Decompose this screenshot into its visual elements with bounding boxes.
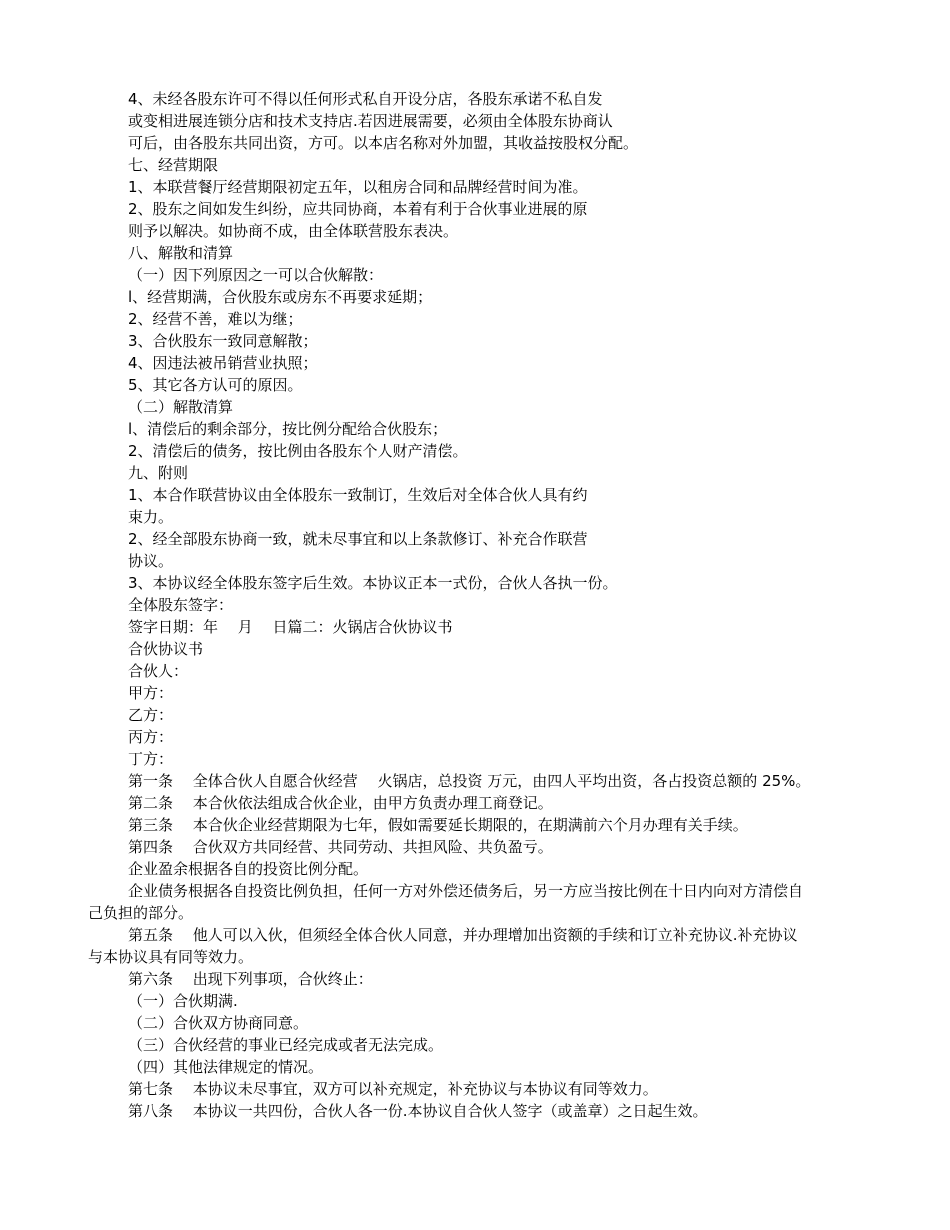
text-line: 则予以解决。如协商不成，由全体联营股东表决。 [128,222,459,240]
text-line: 4、未经各股东许可不得以任何形式私自开设分店，各股东承诺不私自发 [128,90,603,108]
text-line: （三）合伙经营的事业已经完成或者无法完成。 [128,1036,444,1054]
text-line: 协议。 [128,552,174,570]
text-line: 企业债务根据各自投资比例负担，任何一方对外偿还债务后，另一方应当按比例在十日内向对方清偿自 [128,882,804,900]
section-heading: 九、附则 [128,464,189,482]
text-line: 1、本合作联营协议由全体股东一致制订，生效后对全体合伙人具有约 [128,486,588,504]
text-line: l、清偿后的剩余部分，按比例分配给合伙股东； [128,420,448,438]
text-line: 甲方： [128,684,174,702]
text-line: （二）合伙双方协商同意。 [128,1014,309,1032]
text-line: 2、股东之间如发生纠纷，应共同协商，本着有利于合伙事业进展的原 [128,200,588,218]
text-line: 可后，由各股东共同出资，方可。以本店名称对外加盟，其收益按股权分配。 [128,134,639,152]
article-line: 第六条 出现下列事项，合伙终止： [128,970,373,988]
text-line: 2、经营不善，难以为继； [128,310,303,328]
article-line: 第一条 全体合伙人自愿合伙经营 火锅店，总投资 万元，由四人平均出资，各占投资总额的 25%。 [128,772,811,790]
text-line: 乙方： [128,706,174,724]
text-line: 3、合伙股东一致同意解散； [128,332,318,350]
article-line: 第五条 他人可以入伙，但须经全体合伙人同意，并办理增加出资额的手续和订立补充协议.补充协议 [128,926,798,944]
article-line: 第七条 本协议未尽事宜，双方可以补充规定，补充协议与本协议有同等效力。 [128,1080,658,1098]
text-line: 签字日期：年 月 日篇二：火锅店合伙协议书 [128,618,453,636]
article-line: 第二条 本合伙依法组成合伙企业，由甲方负责办理工商登记。 [128,794,553,812]
text-line: 全体股东签字： [128,596,234,614]
section-heading: 八、解散和清算 [128,244,234,262]
text-line: l、经营期满，合伙股东或房东不再要求延期； [128,288,433,306]
text-line: 己负担的部分。 [88,904,194,922]
text-line: 合伙人： [128,662,189,680]
text-line: 1、本联营餐厅经营期限初定五年，以租房合同和品牌经营时间为准。 [128,178,588,196]
text-line: （一）因下列原因之一可以合伙解散： [128,266,384,284]
text-line: 丙方： [128,728,174,746]
text-line: （一）合伙期满. [128,992,238,1010]
text-line: 或变相进展连锁分店和技术支持店.若因进展需要，必须由全体股东协商认 [128,112,613,130]
text-line: （二）解散清算 [128,398,234,416]
article-line: 第八条 本协议一共四份，合伙人各一份.本协议自合伙人签字（或盖章）之日起生效。 [128,1102,708,1120]
text-line: 与本协议具有同等效力。 [88,948,254,966]
article-line: 第三条 本合伙企业经营期限为七年，假如需要延长期限的，在期满前六个月办理有关手续。 [128,816,748,834]
section-heading: 七、经营期限 [128,156,219,174]
text-line: 企业盈余根据各自的投资比例分配。 [128,860,369,878]
text-line: 5、其它各方认可的原因。 [128,376,303,394]
text-line: 2、经全部股东协商一致，就未尽事宜和以上条款修订、补充合作联营 [128,530,588,548]
article-line: 第四条 合伙双方共同经营、共同劳动、共担风险、共负盈亏。 [128,838,553,856]
text-line: 4、因违法被吊销营业执照； [128,354,318,372]
document-title: 合伙协议书 [128,640,204,658]
text-line: 丁方： [128,750,174,768]
text-line: 2、清偿后的债务，按比例由各股东个人财产清偿。 [128,442,468,460]
text-line: （四）其他法律规定的情况。 [128,1058,324,1076]
text-line: 3、本协议经全体股东签字后生效。本协议正本一式份，合伙人各执一份。 [128,574,618,592]
text-line: 束力。 [128,508,174,526]
